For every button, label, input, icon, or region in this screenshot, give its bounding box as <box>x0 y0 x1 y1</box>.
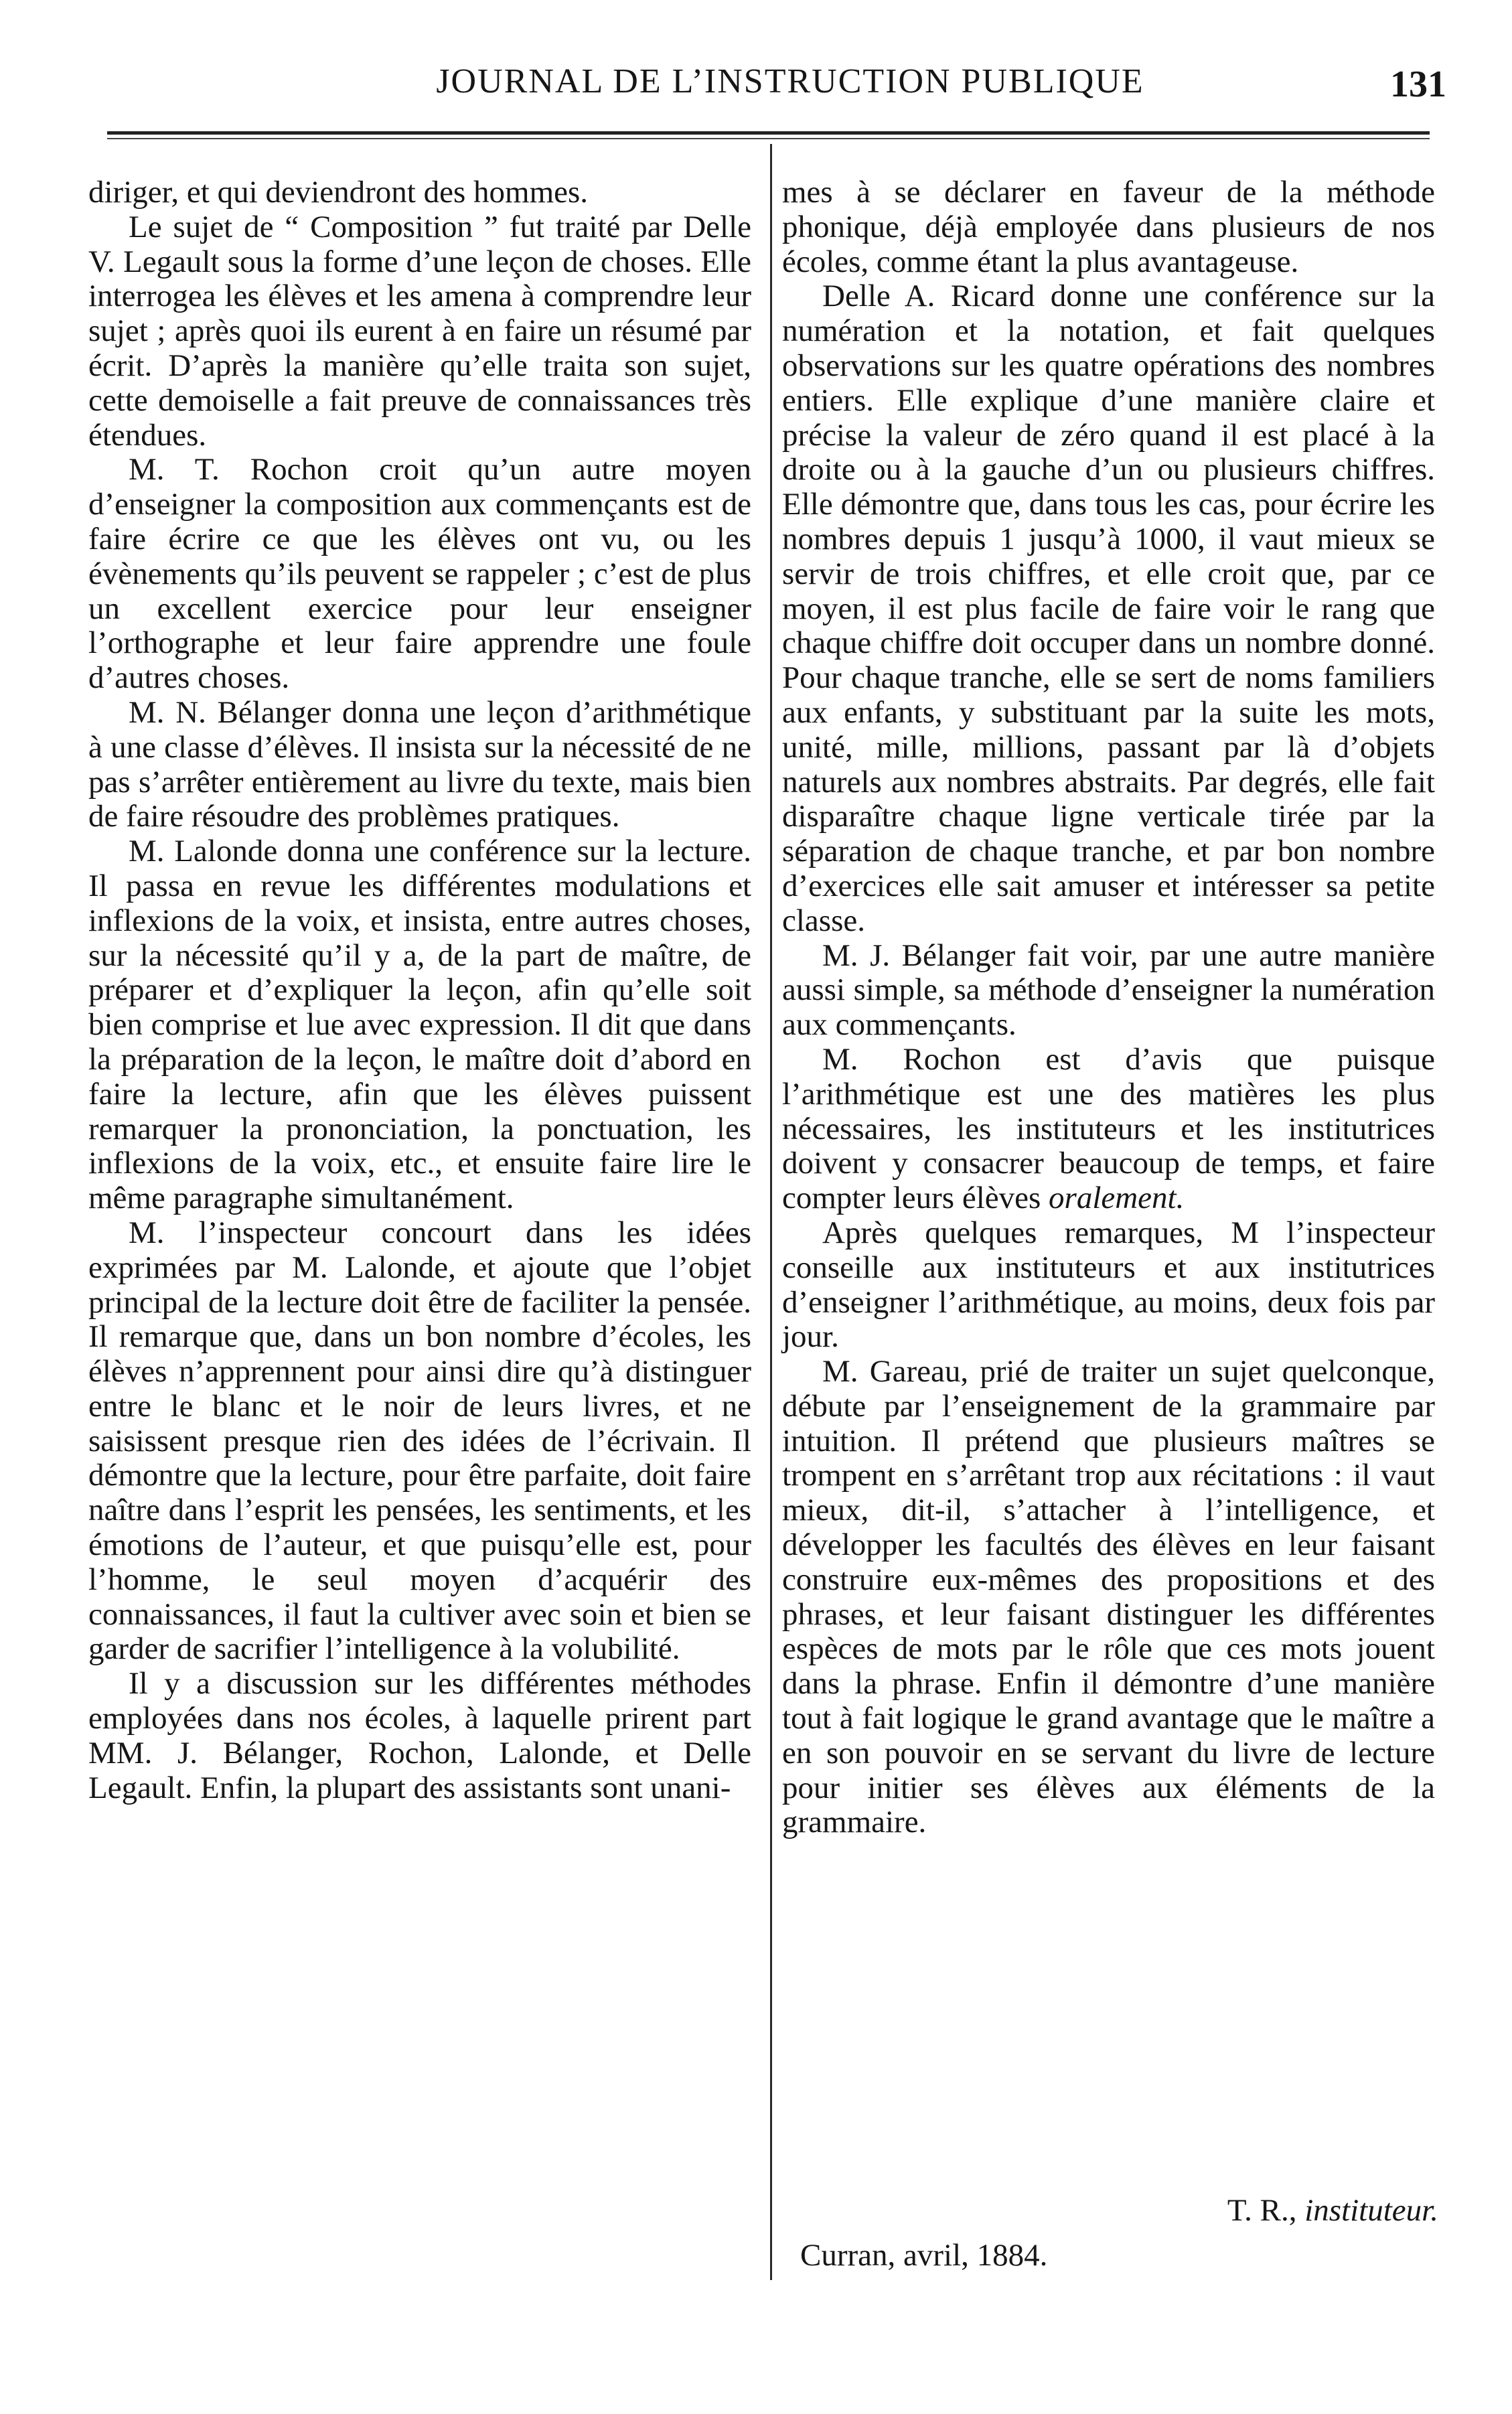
header-rule <box>107 131 1430 135</box>
paragraph-text: M. Rochon est d’avis que puisque l’arithmétique est une des matières les plus nécessaires, les instituteurs et les institutrices doivent y consacrer beaucoup de temps, et faire compter leurs élèves <box>782 1041 1435 1216</box>
left-column <box>88 175 751 1805</box>
paragraph: Il y a discussion sur les différentes méthodes employées dans nos écoles, à laquelle prirent part MM. J. Bélanger, Rochon, Lalonde, et Delle Legault. Enfin, la plupart des assistants sont unani- <box>88 1666 751 1805</box>
paragraph: Après quelques remarques, M l’inspecteur conseille aux instituteurs et aux institutrices d’enseigner l’arithmétique, au moins, deux fois par jour. <box>782 1215 1435 1355</box>
paragraph <box>782 1043 1435 1216</box>
paragraph: Le sujet de “ Composition ” fut traité par Delle V. Legault sous la forme d’une leçon de choses. Elle interrogea les élèves et les amena à comprendre leur sujet ; après quoi ils eurent à en faire un résumé par écrit. D’après la manière qu’elle traita son sujet, cette demoiselle a fait preuve de connaissances très étendues. <box>88 209 751 453</box>
signature <box>1227 2193 1438 2228</box>
dateline: Curran, avril, 1884. <box>800 2238 1048 2273</box>
page-number: 131 <box>1390 64 1446 105</box>
paragraph: M. Gareau, prié de traiter un sujet quelconque, débute par l’enseignement de la grammaire par intuition. Il prétend que plusieurs maîtres se trompent en s’arrêtant trop aux récitations : il vaut mieux, dit-il, s’attacher à l’intelligence, et développer les facultés des élèves en leur faisant construire eux-mêmes des propositions et des phrases, et leur faisant distinguer les différentes espèces de mots par le rôle que ces mots jouent dans la phrase. Enfin il démontre d’une manière tout à fait logique le grand avantage que le maître a en son pouvoir en se servant du livre de lecture pour initier ses élèves aux éléments de la grammaire. <box>782 1354 1435 1840</box>
right-column <box>782 175 1435 1840</box>
column-divider <box>770 144 772 2280</box>
paragraph: M. Lalonde donna une conférence sur la lecture. Il passa en revue les différentes modulations et inflexions de la voix, et insista, entre autres choses, sur la nécessité qu’il y a, de la part de maître, de préparer et d’expliquer la leçon, afin qu’elle soit bien comprise et lue avec expression. Il dit que dans la préparation de la leçon, le maître doit d’abord en faire la lecture, afin que les élèves puissent remarquer la prononciation, la ponctuation, les inflexions de la voix, etc., et ensuite faire lire le même paragraphe simultanément. <box>88 834 751 1216</box>
signature-role: instituteur. <box>1304 2193 1438 2228</box>
paragraph: Delle A. Ricard donne une conférence sur la numération et la notation, et fait quelques observations sur les quatre opérations des nombres entiers. Elle explique d’une manière claire et précise la valeur de zéro quand il est placé à la droite ou à la gauche d’un ou plusieurs chiffres. Elle démontre que, dans tous les cas, pour écrire les nombres depuis 1 jusqu’à 1000, il vaut mieux se servir de trois chiffres, et elle croit que, par ce moyen, il est plus facile de faire voir le rang que chaque chiffre doit occuper dans un nombre donné. Pour chaque tranche, elle se sert de noms familiers aux enfants, y substituant par la suite les mots, unité, mille, millions, passant par là d’objets naturels aux nombres abstraits. Par degrés, elle fait disparaître chaque ligne verticale tirée par la séparation de chaque tranche, et par bon nombre d’exercices elle sait amuser et intéresser sa petite classe. <box>782 279 1435 938</box>
paragraph: mes à se déclarer en faveur de la méthode phonique, déjà employée dans plusieurs de nos écoles, comme étant la plus avantageuse. <box>782 175 1435 279</box>
paragraph: M. l’inspecteur concourt dans les idées exprimées par M. Lalonde, et ajoute que l’objet principal de la lecture doit être de faciliter la pensée. Il remarque que, dans un bon nombre d’écoles, les élèves n’apprennent pour ainsi dire qu’à distinguer entre le blanc et le noir de leurs livres, et ne saisissent presque rien des idées de l’écrivain. Il démontre que la lecture, pour être parfaite, doit faire naître dans l’esprit les pensées, les sentiments, et les émotions de l’auteur, et que puisqu’elle est, pour l’homme, le seul moyen d’acquérir des connaissances, il faut la cultiver avec soin et bien se garder de sacrifier l’intelligence à la volubilité. <box>88 1215 751 1667</box>
running-title: JOURNAL DE L’INSTRUCTION PUBLIQUE <box>436 62 1144 100</box>
paragraph: M. T. Rochon croit qu’un autre moyen d’enseigner la composition aux commençants est de faire écrire ce que les élèves ont vu, ou les évènements qu’ils peuvent se rappeler ; c’est de plus un excellent exercice pour leur enseigner l’orthographe et leur faire apprendre une foule d’autres choses. <box>88 452 751 696</box>
paragraph: M. J. Bélanger fait voir, par une autre manière aussi simple, sa méthode d’enseigner la numération aux commençants. <box>782 937 1435 1043</box>
header-rule-thin <box>107 138 1430 139</box>
signature-name: T. R., <box>1227 2193 1297 2228</box>
italic-word: oralement. <box>1049 1181 1185 1216</box>
paragraph: diriger, et qui deviendront des hommes. <box>88 175 589 210</box>
paragraph: M. N. Bélanger donna une leçon d’arithmétique à une classe d’élèves. Il insista sur la nécessité de ne pas s’arrêter entièrement au livre du texte, mais bien de faire résoudre des problèmes pratiques. <box>88 694 751 834</box>
